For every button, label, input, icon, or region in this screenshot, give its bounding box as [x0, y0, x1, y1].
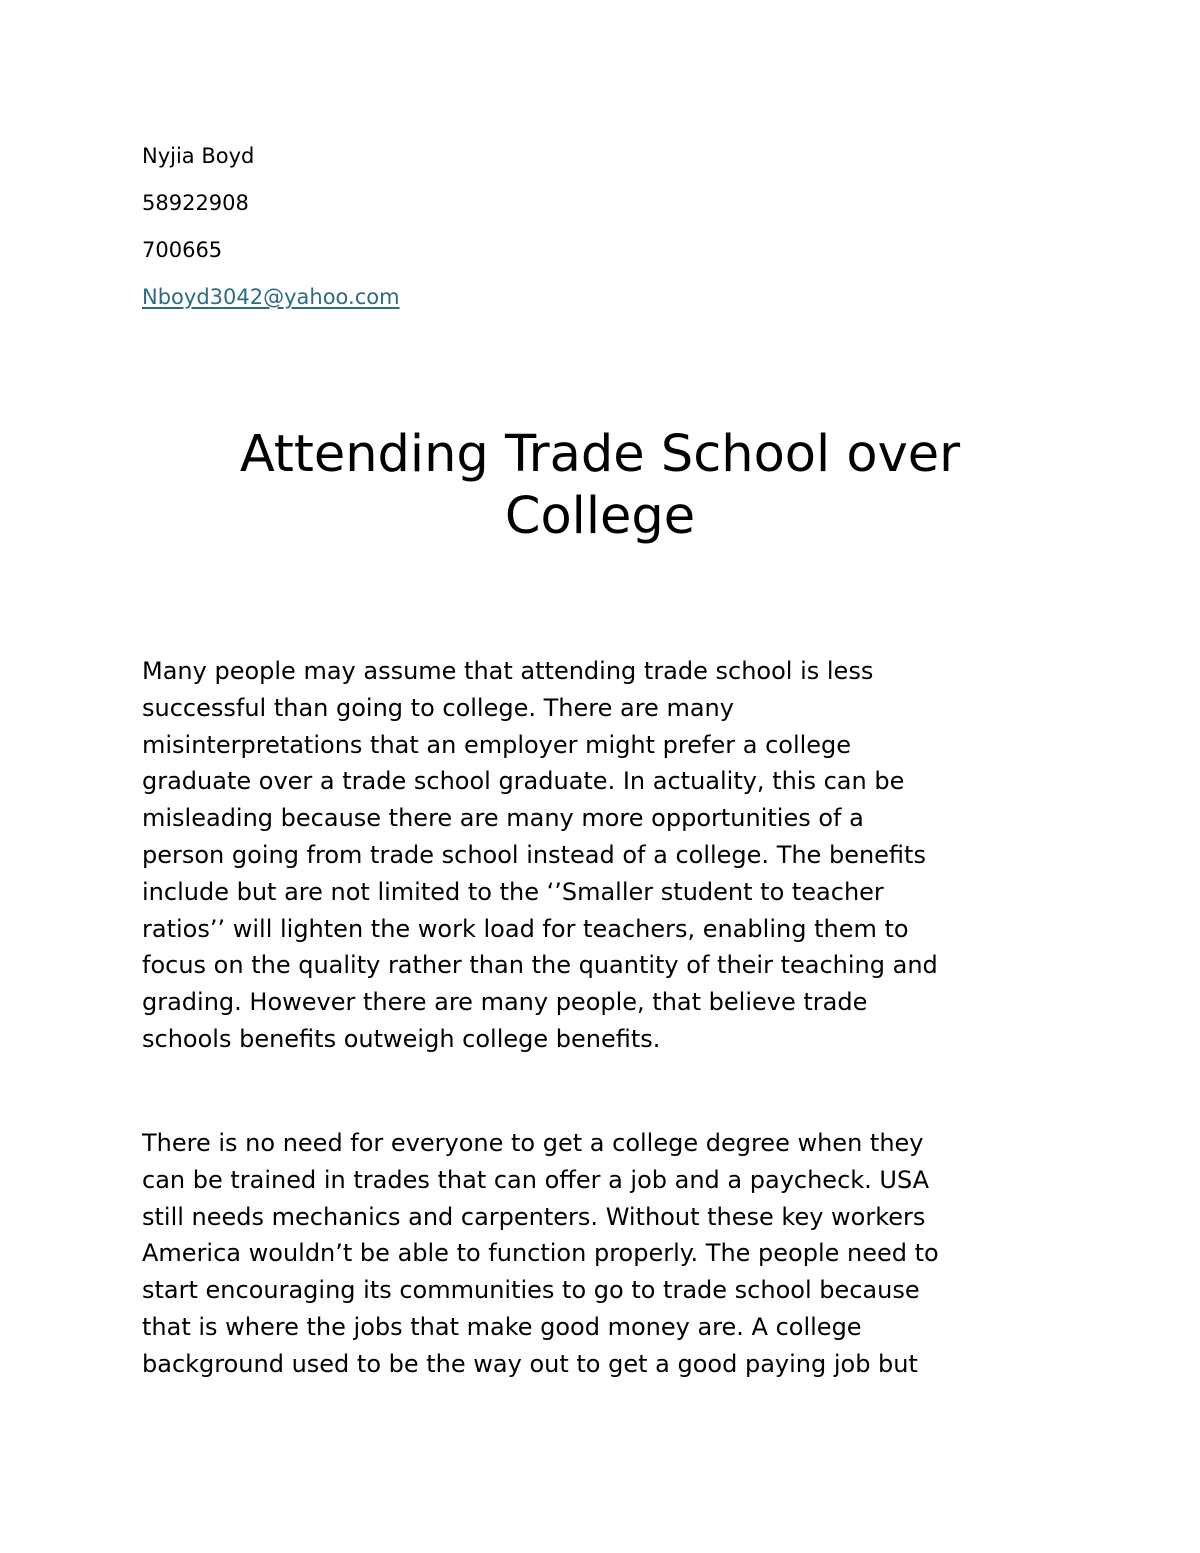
title-line-1: Attending Trade School over	[239, 425, 961, 484]
text-line: that is where the jobs that make good money are. A college	[142, 1312, 862, 1341]
paragraph-2	[142, 1125, 1072, 1383]
text-line: focus on the quality rather than the quantity of their teaching and	[142, 951, 938, 980]
title-line-2: College	[504, 487, 696, 546]
email-link[interactable]: Nboyd3042@yahoo.com	[142, 285, 400, 309]
author-header	[142, 141, 742, 329]
text-line: person going from trade school instead of a college. The benefits	[142, 840, 926, 869]
text-line: graduate over a trade school graduate. In actuality, this can be	[142, 767, 905, 796]
text-line: Many people may assume that attending trade school is less	[142, 657, 874, 685]
text-line: schools benefits outweigh college benefits.	[142, 1024, 661, 1053]
text-line: There is no need for everyone to get a college degree when they	[142, 1129, 924, 1157]
author-name: Nyjia Boyd	[142, 144, 255, 168]
text-line: successful than going to college. There are many	[142, 693, 734, 722]
text-line: include but are not limited to the ‘’Smaller student to teacher	[142, 877, 884, 906]
text-line: grading. However there are many people, that believe trade	[142, 988, 868, 1017]
text-line: can be trained in trades that can offer a job and a paycheck. USA	[142, 1165, 930, 1194]
text-line: start encouraging its communities to go to trade school because	[142, 1276, 920, 1305]
paragraph-1	[142, 653, 1072, 1058]
student-id: 58922908	[142, 191, 249, 215]
course-code: 700665	[142, 238, 223, 262]
document-title	[150, 424, 1050, 548]
text-line: still needs mechanics and carpenters. Without these key workers	[142, 1202, 926, 1231]
text-line: background used to be the way out to get a good paying job but	[142, 1349, 918, 1378]
text-line: misleading because there are many more opportunities of a	[142, 804, 864, 833]
text-line: misinterpretations that an employer might prefer a college	[142, 730, 852, 759]
text-line: America wouldn’t be able to function properly. The people need to	[142, 1239, 939, 1268]
text-line: ratios’’ will lighten the work load for teachers, enabling them to	[142, 914, 909, 943]
email-line	[142, 282, 742, 312]
